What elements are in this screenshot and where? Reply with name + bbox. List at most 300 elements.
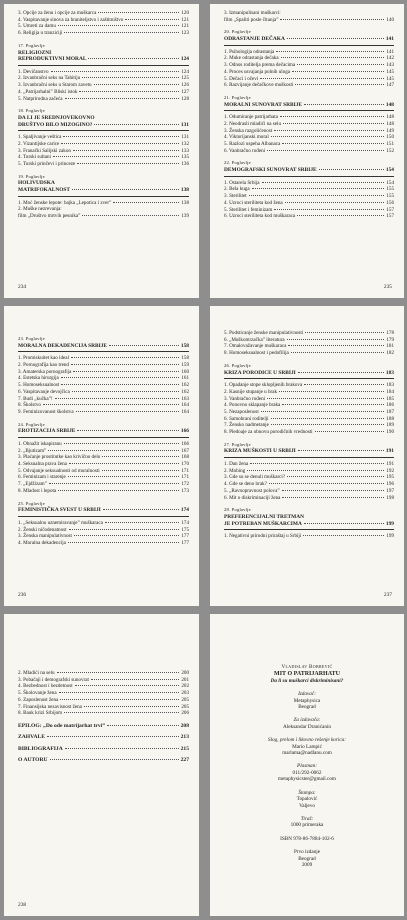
entry-title: 5. Nezaposlenost bbox=[224, 408, 259, 415]
toc-content bbox=[224, 330, 394, 540]
toc-entry bbox=[18, 213, 189, 220]
leader-dots bbox=[287, 339, 385, 340]
chapter-page-number: 148 bbox=[385, 101, 394, 108]
edition-year: 2009 bbox=[301, 861, 313, 868]
chapter-title bbox=[224, 36, 394, 43]
printer-city: Valjevo bbox=[299, 802, 315, 809]
entry-page-number: 152 bbox=[386, 147, 394, 154]
leader-dots bbox=[74, 535, 179, 536]
entry-page-number: 184 bbox=[386, 388, 394, 395]
toc-content bbox=[224, 10, 394, 220]
back-matter-entry bbox=[18, 723, 189, 731]
entry-title: 2. Kasnije stupanje u brak bbox=[224, 388, 278, 395]
leader-dots bbox=[261, 411, 385, 412]
leader-dots bbox=[88, 58, 178, 59]
toc-page-234 bbox=[4, 4, 199, 298]
chapter-label: 22. Poglavlje bbox=[224, 160, 251, 166]
entry-page-number: 199 bbox=[386, 533, 394, 540]
entry-page-number: 155 bbox=[386, 193, 394, 200]
chapter-label: 27. Poglavlje bbox=[224, 441, 251, 447]
chapter-title bbox=[224, 370, 394, 377]
leader-dots bbox=[288, 345, 384, 346]
leader-dots bbox=[73, 150, 179, 151]
back-matter-entry bbox=[18, 757, 189, 765]
leader-dots bbox=[91, 679, 179, 680]
toc-entry bbox=[224, 213, 394, 220]
leader-dots bbox=[47, 736, 179, 737]
chapter-title bbox=[18, 56, 189, 63]
leader-dots bbox=[291, 352, 385, 353]
entry-title: O AUTORU bbox=[18, 757, 48, 764]
entry-page-number: 131 bbox=[181, 134, 189, 141]
chapter-title-text: KRIZA PORODICE U SRBIJI bbox=[224, 369, 296, 376]
chapter-page-number: 166 bbox=[180, 428, 189, 435]
entry-title: 3. Ženska manipulativnost bbox=[18, 533, 72, 540]
print-label: Štampa: bbox=[298, 789, 316, 796]
entry-title: film „Društvo mrtvih pesnika” bbox=[18, 212, 81, 219]
entry-title: 6. Uzroci steriliteta kod muškaraca bbox=[224, 213, 296, 220]
chapter-title-text: MORALNI SUNOVRAT SRBIJE bbox=[224, 101, 302, 108]
entry-page-number: 151 bbox=[386, 141, 394, 148]
chapter-title bbox=[18, 180, 189, 187]
toc-entry bbox=[18, 30, 189, 37]
leader-dots bbox=[298, 450, 384, 451]
chapter-rule bbox=[18, 130, 189, 131]
leader-dots bbox=[262, 182, 385, 183]
entry-title: 5. Podsticanje ženske manipulativnosti bbox=[224, 330, 304, 336]
chapter-page-number: 124 bbox=[180, 56, 189, 63]
leader-dots bbox=[76, 411, 180, 412]
leader-dots bbox=[102, 470, 180, 471]
entry-title: 4. Viktorijanski moral bbox=[224, 134, 269, 141]
orders-phone: 011/292-0062 bbox=[292, 769, 322, 776]
toc-entry bbox=[224, 55, 394, 62]
leader-dots bbox=[282, 497, 384, 498]
leader-dots bbox=[269, 483, 385, 484]
entry-page-number: 170 bbox=[181, 461, 189, 468]
toc-entry bbox=[224, 389, 394, 396]
toc-entry bbox=[224, 62, 394, 69]
entry-page-number: 198 bbox=[386, 494, 394, 501]
chapter-page-number: 199 bbox=[385, 520, 394, 527]
entry-page-number: 124 bbox=[181, 68, 189, 75]
toc-entry bbox=[224, 82, 394, 89]
chapter-label: 21. Poglavlje bbox=[224, 94, 251, 100]
entry-page-number: 145 bbox=[386, 68, 394, 75]
toc-entry bbox=[18, 474, 189, 481]
leader-dots bbox=[55, 398, 180, 399]
entry-page-number: 143 bbox=[386, 62, 394, 69]
entry-title: 1. Spaljivanje veštica bbox=[18, 134, 62, 141]
toc-entry bbox=[18, 134, 189, 141]
entry-page-number: 167 bbox=[181, 447, 189, 454]
entry-page-number: 183 bbox=[386, 382, 394, 389]
leader-dots bbox=[59, 692, 180, 693]
entry-page-number: 205 bbox=[181, 703, 189, 710]
leader-dots bbox=[260, 78, 384, 79]
chapter-title-text: FEMINISTIČKA SVEST U SRBIJI bbox=[18, 507, 101, 514]
page-number: 236 bbox=[18, 592, 27, 598]
toc-entry bbox=[224, 488, 394, 495]
chapter-title-text: MATRIFOKALNOST bbox=[18, 186, 71, 193]
chapter-label: 28. Poglavlje bbox=[224, 507, 251, 513]
toc-entry bbox=[18, 89, 189, 96]
chapter-title bbox=[18, 507, 189, 514]
entry-page-number: 201 bbox=[181, 676, 189, 683]
chapter-page-number: 183 bbox=[385, 369, 394, 376]
leader-dots bbox=[79, 91, 179, 92]
entry-page-number: 148 bbox=[386, 120, 394, 127]
chapter-title-text: PREFERENCIJALNI TRETMAN bbox=[224, 513, 305, 520]
toc-entry bbox=[18, 75, 189, 82]
toc-entry bbox=[18, 362, 189, 369]
entry-page-number: 203 bbox=[181, 690, 189, 697]
toc-entry bbox=[18, 17, 189, 24]
toc-entry bbox=[224, 76, 394, 83]
leader-dots bbox=[69, 529, 180, 530]
entry-page-number: 162 bbox=[181, 388, 189, 395]
entry-title: BIBLIOGRAFIJA bbox=[18, 745, 63, 752]
leader-dots bbox=[51, 71, 180, 72]
entry-page-number: 213 bbox=[180, 734, 189, 741]
toc-entry bbox=[18, 454, 189, 461]
toc-entry bbox=[18, 141, 189, 148]
entry-title: 4. Turski sultani bbox=[18, 154, 51, 161]
toc-entry bbox=[224, 193, 394, 200]
entry-page-number: 142 bbox=[386, 55, 394, 62]
entry-title: 3. Odnos roditelja prema dečacima bbox=[224, 62, 296, 69]
entry-page-number: 120 bbox=[181, 10, 189, 16]
entry-title: 3. Opcije za ženu i opcije za muškarca bbox=[18, 10, 97, 16]
page-number: 235 bbox=[383, 284, 392, 290]
toc-entry bbox=[18, 206, 189, 213]
for-publisher-name: Aleksandar Dranićanin bbox=[283, 723, 331, 730]
entry-page-number: 156 bbox=[386, 199, 394, 206]
entry-page-number: 121 bbox=[181, 23, 189, 30]
entry-title: 6. Mit o diskriminaciji žena bbox=[224, 494, 281, 501]
leader-dots bbox=[64, 443, 180, 444]
entry-page-number: 147 bbox=[386, 82, 394, 89]
entry-page-number: 192 bbox=[386, 467, 394, 474]
page-number: 238 bbox=[18, 902, 27, 908]
entry-title: 1. Dan žena bbox=[224, 461, 249, 468]
leader-dots bbox=[63, 136, 179, 137]
entry-title: 1. Moć ženske lepote: bajka „Lepotica i zver” bbox=[18, 199, 112, 206]
entry-page-number: 177 bbox=[181, 533, 189, 540]
chapter-title-text: ODRASTANJE DEČAKA bbox=[224, 36, 285, 43]
leader-dots bbox=[82, 77, 179, 78]
entry-page-number: 150 bbox=[386, 134, 394, 141]
leader-dots bbox=[292, 71, 384, 72]
design-label: Slog, prelom i likovno rešenje korica: bbox=[268, 737, 346, 744]
entry-page-number: 138 bbox=[181, 199, 189, 206]
entry-page-number: 127 bbox=[181, 88, 189, 95]
entry-title: 3. Pobačaji i demografski sunovrat bbox=[18, 676, 89, 683]
toc-entry bbox=[224, 180, 394, 187]
chapter-section bbox=[224, 160, 394, 220]
entry-page-number: 195 bbox=[386, 474, 394, 481]
leader-dots bbox=[71, 357, 179, 358]
entry-page-number: 133 bbox=[181, 147, 189, 154]
leader-dots bbox=[271, 136, 385, 137]
chapter-label: 26. Poglavlje bbox=[224, 362, 251, 368]
leader-dots bbox=[298, 372, 384, 373]
chapter-title-text: HOLIVUDSKA bbox=[18, 180, 55, 187]
toc-page-235 bbox=[210, 4, 404, 298]
entry-title: 4. Vaspitavanje sinova za hraniteljstvo i zaštitništvo bbox=[18, 16, 124, 23]
chapter-rule bbox=[224, 176, 394, 177]
toc-page-238 bbox=[4, 614, 199, 916]
entry-page-number: 123 bbox=[181, 30, 189, 37]
toc-entry bbox=[18, 710, 189, 717]
leader-dots bbox=[283, 123, 384, 124]
toc-entry bbox=[18, 402, 189, 409]
toc-entry bbox=[224, 134, 394, 141]
book-title: MIT O PATRIJARHATU bbox=[274, 671, 340, 678]
chapter-section bbox=[224, 442, 394, 502]
entry-page-number: 149 bbox=[386, 127, 394, 134]
entry-title: 7. Budi „kučka”! bbox=[18, 395, 53, 402]
entry-page-number: 190 bbox=[386, 429, 394, 436]
toc-entry bbox=[18, 23, 189, 30]
chapter-title bbox=[18, 122, 189, 129]
chapter-title-text: EROTIZACIJA SRBIJE bbox=[18, 428, 76, 435]
toc-content bbox=[18, 670, 189, 765]
entry-title: 1. Psihologija odrastanja bbox=[224, 48, 275, 55]
entry-title: 9. Feminizovanost školstva bbox=[18, 408, 74, 415]
leader-dots bbox=[98, 12, 179, 13]
leader-dots bbox=[72, 189, 179, 190]
toc-entry bbox=[224, 396, 394, 403]
toc-entry bbox=[224, 121, 394, 128]
entry-page-number: 227 bbox=[180, 757, 189, 764]
entry-title: 8. Homoseksualnost i pedofilija bbox=[224, 350, 289, 357]
chapter-title bbox=[18, 187, 189, 194]
entry-title: film „Spaliti posle čitanja” bbox=[224, 16, 279, 23]
entry-page-number: 157 bbox=[386, 206, 394, 213]
entry-page-number: 185 bbox=[386, 395, 394, 402]
entry-page-number: 135 bbox=[181, 154, 189, 161]
entry-page-number: 125 bbox=[181, 75, 189, 82]
designer-name: Mario Lampić bbox=[292, 743, 322, 750]
toc-entry bbox=[18, 540, 189, 547]
entry-page-number: 179 bbox=[386, 336, 394, 343]
entry-title: 4. Proces usvajanja polnih uloga bbox=[224, 68, 291, 75]
toc-entry bbox=[18, 154, 189, 161]
entry-page-number: 159 bbox=[181, 362, 189, 368]
entry-page-number: 182 bbox=[386, 350, 394, 357]
entry-title: 6. Religija u tranziciji bbox=[18, 30, 63, 37]
leader-dots bbox=[68, 542, 179, 543]
entry-title: 2. Neodrasli mladići na selu bbox=[224, 120, 282, 127]
toc-entry bbox=[18, 389, 189, 396]
entry-title: 5. Razlozi uspeha Albanaca bbox=[224, 141, 281, 148]
entry-title: 2. Vizantijske carice bbox=[18, 140, 60, 147]
entry-title: 5. Umreti za damu bbox=[18, 23, 56, 30]
leader-dots bbox=[247, 470, 384, 471]
toc-entry bbox=[224, 207, 394, 214]
entry-title: 7. Finansijska nezavisnost žena bbox=[18, 703, 82, 710]
entry-page-number: 139 bbox=[181, 212, 189, 219]
toc-entry bbox=[224, 148, 394, 155]
toc-entry bbox=[224, 200, 394, 207]
toc-entry bbox=[18, 468, 189, 475]
toc-entry bbox=[224, 350, 394, 357]
run-label: Tiraž: bbox=[300, 815, 314, 822]
leader-dots bbox=[287, 476, 384, 477]
chapter-rule bbox=[18, 351, 189, 352]
publisher-label: Izdavač: bbox=[298, 691, 316, 698]
toc-entry bbox=[224, 422, 394, 429]
toc-entry bbox=[18, 677, 189, 684]
entry-title: 1. Odumiranje patrijarhata bbox=[224, 114, 278, 121]
toc-entry bbox=[224, 382, 394, 389]
entry-page-number: 174 bbox=[181, 519, 189, 526]
leader-dots bbox=[303, 535, 384, 536]
chapter-title bbox=[18, 428, 189, 435]
toc-page-236 bbox=[4, 306, 199, 606]
toc-entry bbox=[18, 697, 189, 704]
leader-dots bbox=[315, 431, 385, 432]
leader-dots bbox=[64, 32, 179, 33]
entry-title: 3. Ženska razgolićenost bbox=[224, 127, 273, 134]
entry-title: 4. Bezbednost i bezdetnost bbox=[18, 683, 73, 690]
chapter-section bbox=[224, 363, 394, 436]
toc-entry bbox=[18, 355, 189, 362]
leader-dots bbox=[105, 522, 179, 523]
entry-title: 3. Franački Salijski zakon bbox=[18, 147, 71, 154]
entry-title: 2. Muke odrastanja dečaka bbox=[224, 55, 279, 62]
leader-dots bbox=[75, 685, 180, 686]
entry-title: 5. Sterilitet i feminizam bbox=[224, 206, 273, 213]
chapter-title-text: MORALNA DEKADENCIJA SRBIJE bbox=[18, 342, 107, 349]
chapter-label: 17. Poglavlje bbox=[18, 42, 45, 48]
leader-dots bbox=[249, 195, 385, 196]
entry-title: 4. Moralna dekadencija bbox=[18, 539, 66, 546]
leader-dots bbox=[53, 156, 179, 157]
entry-title: ZAHVALE bbox=[18, 734, 45, 741]
entry-title: 2. Pornografija kao trend bbox=[18, 362, 69, 368]
leader-dots bbox=[252, 188, 385, 189]
entry-page-number: 196 bbox=[386, 481, 394, 488]
entry-title: 6. Vaspitavanje devojčica bbox=[18, 388, 70, 395]
leader-dots bbox=[280, 19, 384, 20]
entry-page-number: 145 bbox=[386, 75, 394, 82]
chapter-title-text: RELIGIOZNI bbox=[18, 49, 52, 56]
entry-title: 2. Mladići na selu bbox=[18, 670, 55, 676]
entry-title: 2. Mobing bbox=[224, 467, 246, 474]
toc-entry bbox=[224, 337, 394, 344]
entry-page-number: 173 bbox=[181, 487, 189, 494]
chapter-section bbox=[18, 501, 189, 547]
entry-title: 3. Izmanipulisani muškarci: bbox=[224, 10, 281, 16]
toc-entry bbox=[18, 448, 189, 455]
chapter-title-text: DEMOGRAFSKI SUNOVRAT SRBIJE bbox=[224, 167, 317, 174]
entry-page-number: 208 bbox=[180, 722, 189, 729]
chapter-label: 24. Poglavlje bbox=[18, 421, 45, 427]
toc-entry bbox=[18, 409, 189, 416]
chapter-label: 23. Poglavlje bbox=[18, 336, 45, 341]
entry-title: 4. Ponovno sklapanje braka bbox=[224, 402, 281, 409]
leader-dots bbox=[94, 124, 178, 125]
entry-page-number: 162 bbox=[181, 382, 189, 389]
leader-dots bbox=[285, 202, 385, 203]
entry-title: 3. Sterilitet bbox=[224, 193, 247, 200]
toc-entry bbox=[18, 396, 189, 403]
leader-dots bbox=[279, 391, 384, 392]
entry-title: 8. Mladost i lepota bbox=[18, 487, 57, 494]
entry-title: EPILOG: „Do ođe matrijarhat trvi” bbox=[18, 722, 106, 729]
chapter-label: 18. Poglavlje bbox=[18, 108, 45, 114]
author-name: Vladislav Bobrević bbox=[281, 664, 333, 670]
leader-dots bbox=[297, 215, 384, 216]
entry-title: 1. Ostarela Srbija bbox=[224, 179, 260, 186]
leader-dots bbox=[84, 706, 179, 707]
chapter-title bbox=[224, 102, 394, 109]
entry-title: 8. Bauk krizi Srbijom bbox=[18, 710, 63, 717]
publisher-name: Metaphysica bbox=[293, 697, 321, 704]
leader-dots bbox=[305, 332, 384, 333]
toc-entry bbox=[224, 481, 394, 488]
chapter-label: 25. Poglavlje bbox=[18, 500, 45, 506]
toc-entry bbox=[224, 186, 394, 193]
toc-entry bbox=[18, 461, 189, 468]
leader-dots bbox=[60, 699, 179, 700]
leader-dots bbox=[304, 104, 384, 105]
chapter-label: 20. Poglavlje bbox=[224, 29, 251, 35]
leader-dots bbox=[304, 384, 384, 385]
isbn: ISBN 978-86-7884-102-6 bbox=[280, 835, 334, 842]
entry-title: 3. Gde su se denuli muškarci? bbox=[224, 474, 286, 481]
chapter-title-text: DRUŠTVO BILO MIZOGINO? bbox=[18, 121, 93, 128]
entry-page-number: 157 bbox=[386, 213, 394, 220]
chapter-section bbox=[18, 108, 189, 167]
leader-dots bbox=[65, 98, 180, 99]
toc-entry bbox=[18, 520, 189, 527]
chapter-section bbox=[18, 43, 189, 102]
entry-page-number: 171 bbox=[181, 474, 189, 481]
toc-entry bbox=[18, 161, 189, 168]
designer-email: marlama@nadlanu.com bbox=[282, 750, 332, 757]
entry-title: 4. Uzroci steriliteta kod žena bbox=[224, 199, 283, 206]
entry-title: 5. Homoseksualnost bbox=[18, 382, 60, 389]
chapter-rule bbox=[224, 45, 394, 46]
leader-dots bbox=[287, 38, 384, 39]
toc-entry bbox=[224, 128, 394, 135]
toc-entry bbox=[18, 96, 189, 103]
entry-page-number: 168 bbox=[181, 454, 189, 461]
leader-dots bbox=[274, 209, 384, 210]
leader-dots bbox=[65, 748, 179, 749]
leader-dots bbox=[94, 84, 180, 85]
chapter-title bbox=[224, 521, 394, 528]
entry-title: 6. „Muškomrzačka” literatura bbox=[224, 336, 285, 343]
chapter-page-number: 141 bbox=[385, 36, 394, 43]
chapter-rule bbox=[224, 110, 394, 111]
colophon-page bbox=[210, 614, 404, 916]
chapter-rule bbox=[18, 437, 189, 438]
leader-dots bbox=[109, 345, 179, 346]
chapter-page-number: 154 bbox=[385, 167, 394, 174]
toc-entry bbox=[224, 468, 394, 475]
leader-dots bbox=[82, 215, 179, 216]
leader-dots bbox=[50, 759, 179, 760]
entry-page-number: 191 bbox=[386, 461, 394, 468]
entry-title: 7. Žensko nadmetanje bbox=[224, 422, 269, 429]
chapter-rule bbox=[18, 516, 189, 517]
toc-entry bbox=[18, 533, 189, 540]
entry-title: 2. „Bjutizam” bbox=[18, 447, 47, 454]
